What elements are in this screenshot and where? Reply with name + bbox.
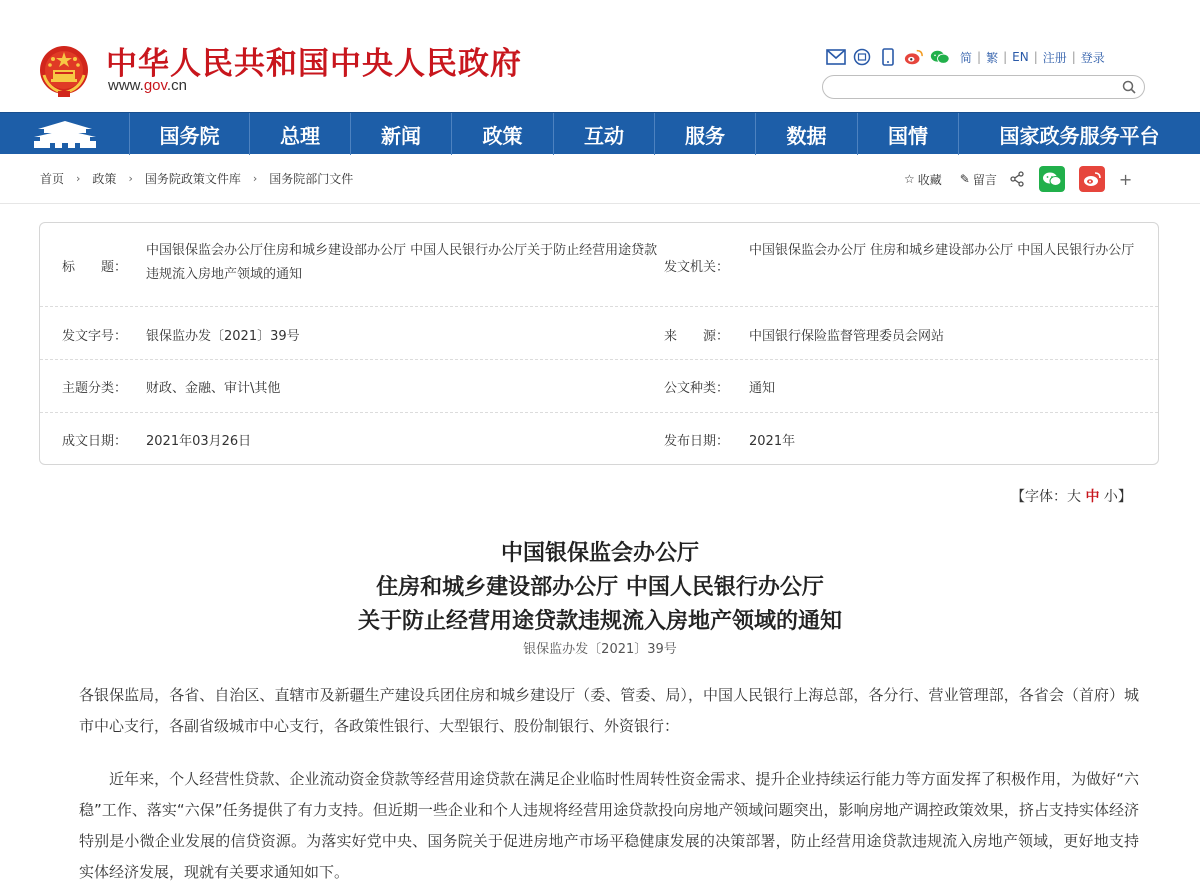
nav-premier[interactable]: 总理 xyxy=(250,113,351,155)
issuer-value: 中国银保监会办公厅 住房和城乡建设部办公厅 中国人民银行办公厅 xyxy=(749,243,1135,258)
favorite-button[interactable] xyxy=(904,171,942,188)
article-title-line-2: 住房和城乡建设部办公厅 中国人民银行办公厅 xyxy=(376,574,824,600)
util-links xyxy=(960,49,1105,66)
lang-simplified-link[interactable]: 简 xyxy=(960,50,973,65)
nav-policy[interactable]: 政策 xyxy=(452,113,554,155)
created-date-label: 成文日期： xyxy=(62,434,128,449)
lang-traditional-link[interactable]: 繁 xyxy=(986,50,999,65)
docno-label: 发文字号： xyxy=(62,329,128,344)
wechat-icon[interactable] xyxy=(930,48,950,66)
article-doc-number: 银保监办发〔2021〕39号 xyxy=(523,642,677,657)
breadcrumb-bar xyxy=(0,154,1200,204)
font-size-small[interactable]: 小 xyxy=(1103,489,1118,505)
article-title-line-1: 中国银保监会办公厅 xyxy=(500,540,699,566)
nav-services[interactable]: 服务 xyxy=(655,113,756,155)
nav-news[interactable]: 新闻 xyxy=(351,113,452,155)
chevron-right-icon: › xyxy=(128,172,133,185)
breadcrumb-home[interactable]: 首页 xyxy=(40,172,65,186)
search-input[interactable] xyxy=(833,76,1123,98)
article-paragraph-1: 近年来，个人经营性贷款、企业流动资金贷款等经营用途贷款在满足企业临时性周转性资金需求、提升企业持续运行能力等方面发挥了积极作用，为做好“六稳”工作、落实“六保”任务提供了有力支持。但近期一些企业和个人违规将经营用途贷款投向房地产领域问题突出，影响房地产调控政策效果，挤占支持实体经济特别是小微企业发展的信贷资源。为落实好党中央、国务院关于促进房地产市场平稳健康发展的决策部署，防止经营用途贷款违规流入房地产领域，更好地支持实体经济发展，现就有关要求通知如下。 xyxy=(79,770,1139,881)
mobile-icon[interactable] xyxy=(878,48,898,66)
breadcrumb-department-docs[interactable]: 国务院部门文件 xyxy=(269,172,354,186)
title-label: 标 题： xyxy=(62,260,128,275)
font-size-suffix: 】 xyxy=(1117,489,1132,505)
font-size-prefix: 【字体： xyxy=(1011,489,1067,505)
wechat-share-icon[interactable] xyxy=(1039,166,1065,192)
utility-bar xyxy=(826,46,1105,68)
chevron-right-icon: › xyxy=(76,172,81,185)
source-label: 来 源： xyxy=(664,329,730,344)
article-salutation: 各银保监局，各省、自治区、直辖市及新疆生产建设兵团住房和城乡建设厅（委、管委、局），中国人民银行上海总部，各分行、营业管理部，各省会（首府）城市中心支行，各副省级城市中心支行，各政策性银行、大型银行、股份制银行、外资银行： xyxy=(79,686,1139,735)
nav-gov-service-platform[interactable]: 国家政务服务平台 xyxy=(999,123,1160,148)
weibo-icon[interactable] xyxy=(904,48,924,66)
national-emblem-icon[interactable] xyxy=(38,43,90,99)
chevron-right-icon: › xyxy=(252,172,258,185)
nav-state-council[interactable]: 国务院 xyxy=(130,113,250,155)
pencil-icon: ✎ xyxy=(959,172,970,186)
info-row-title xyxy=(40,223,1158,307)
site-url-prefix: www. xyxy=(108,77,144,94)
doctype-label: 公文种类： xyxy=(664,381,730,396)
favorite-label: 收藏 xyxy=(917,172,942,187)
share-actions xyxy=(904,166,1132,192)
tiananmen-icon xyxy=(30,119,100,149)
site-url-suffix: .cn xyxy=(166,77,187,94)
search-box xyxy=(822,75,1145,99)
published-date-value: 2021年 xyxy=(749,434,796,449)
star-icon: ☆ xyxy=(904,172,915,186)
nav-interaction[interactable]: 互动 xyxy=(554,113,655,155)
created-date-value: 2021年03月26日 xyxy=(146,434,252,449)
breadcrumb-policy[interactable]: 政策 xyxy=(92,172,117,186)
nav-data[interactable]: 数据 xyxy=(756,113,858,155)
font-size-large[interactable]: 大 xyxy=(1067,489,1081,505)
breadcrumb-policy-library[interactable]: 国务院政策文件库 xyxy=(144,172,241,186)
util-separator: | xyxy=(1071,50,1076,64)
nav-national-info[interactable]: 国情 xyxy=(858,113,959,155)
info-row-docno xyxy=(40,307,1158,360)
info-row-topic xyxy=(40,360,1158,413)
breadcrumb xyxy=(40,170,353,187)
more-share-button[interactable]: + xyxy=(1118,169,1133,189)
register-link[interactable]: 注册 xyxy=(1042,50,1067,65)
source-value: 中国银行保险监督管理委员会网站 xyxy=(749,329,945,344)
mail-icon[interactable] xyxy=(826,48,846,66)
main-nav xyxy=(0,112,1200,154)
topic-label: 主题分类： xyxy=(62,381,128,396)
info-row-dates xyxy=(40,413,1158,465)
share-button[interactable] xyxy=(1009,171,1025,187)
util-separator: | xyxy=(977,50,982,64)
app-icon[interactable] xyxy=(852,48,872,66)
site-url-gov: gov xyxy=(143,77,167,94)
document-info-table xyxy=(39,222,1159,465)
search-icon[interactable] xyxy=(1122,80,1136,94)
docno-value: 银保监办发〔2021〕39号 xyxy=(146,329,300,344)
site-header xyxy=(0,0,1200,112)
topic-value: 财政、金融、审计\其他 xyxy=(146,381,281,396)
weibo-share-icon[interactable] xyxy=(1079,166,1105,192)
issuer-label: 发文机关： xyxy=(664,260,730,275)
util-separator: | xyxy=(1033,50,1038,64)
comment-button[interactable] xyxy=(960,171,997,188)
doctype-value: 通知 xyxy=(749,381,776,396)
nav-home-logo[interactable] xyxy=(0,113,130,155)
util-separator: | xyxy=(1003,50,1008,64)
title-value: 中国银保监会办公厅住房和城乡建设部办公厅 中国人民银行办公厅关于防止经营用途贷款违规流入房地产领域的通知 xyxy=(146,243,658,282)
comment-label: 留言 xyxy=(972,172,997,187)
article-title-line-3: 关于防止经营用途贷款违规流入房地产领域的通知 xyxy=(357,608,842,634)
font-size-medium[interactable]: 中 xyxy=(1085,489,1100,505)
site-title[interactable]: 中华人民共和国中央人民政府 xyxy=(106,46,522,82)
login-link[interactable]: 登录 xyxy=(1080,50,1105,65)
site-url[interactable] xyxy=(108,77,187,94)
published-date-label: 发布日期： xyxy=(664,434,730,449)
share-icon xyxy=(1009,171,1025,187)
font-size-switcher xyxy=(1011,486,1132,506)
lang-english-link[interactable]: EN xyxy=(1012,50,1029,64)
